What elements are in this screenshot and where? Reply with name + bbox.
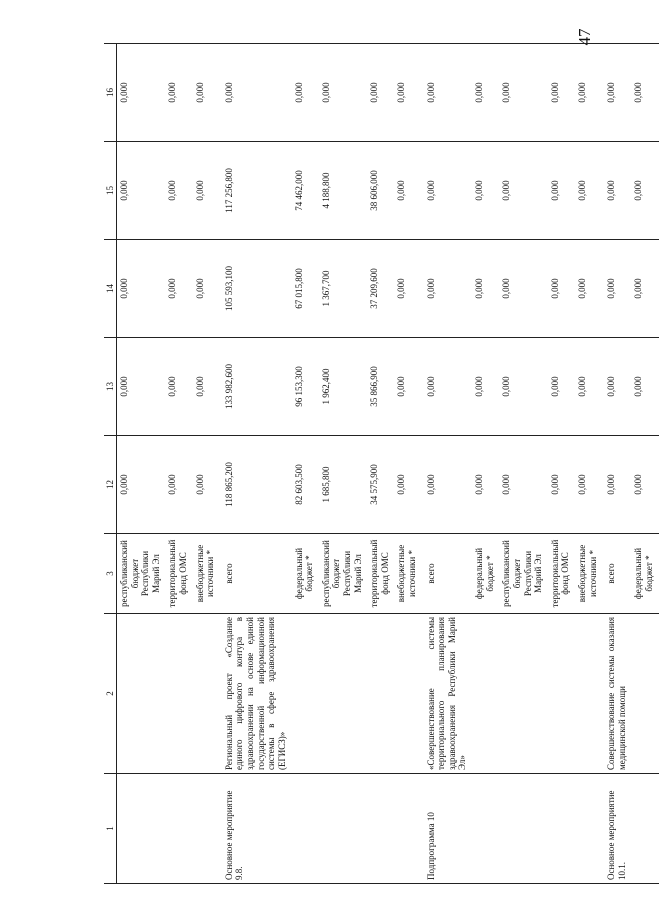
item-name-cell: Совершенствование системы оказания медицинской помощи bbox=[602, 614, 631, 774]
amount-cell: 1 367,700 bbox=[319, 240, 367, 338]
amount-cell: 0,000 bbox=[165, 436, 192, 534]
item-code-cell bbox=[548, 774, 575, 884]
amount-cell: 37 209,600 bbox=[367, 240, 394, 338]
amount-cell: 0,000 bbox=[575, 338, 602, 436]
item-code-cell bbox=[319, 774, 367, 884]
item-code-cell bbox=[472, 774, 499, 884]
table-row bbox=[394, 44, 421, 884]
item-code-cell bbox=[117, 774, 166, 884]
item-code-cell bbox=[292, 774, 319, 884]
item-code-cell bbox=[367, 774, 394, 884]
item-name-cell bbox=[472, 614, 499, 774]
amount-cell: 0,000 bbox=[499, 338, 547, 436]
amount-cell: 0,000 bbox=[472, 44, 499, 142]
table-row bbox=[548, 44, 575, 884]
item-name-cell bbox=[548, 614, 575, 774]
amount-cell: 118 865,200 bbox=[220, 436, 292, 534]
amount-cell: 0,000 bbox=[602, 436, 631, 534]
amount-cell: 1 962,400 bbox=[319, 338, 367, 436]
amount-cell: 0,000 bbox=[193, 240, 220, 338]
amount-cell: 0,000 bbox=[193, 338, 220, 436]
amount-cell: 105 593,100 bbox=[220, 240, 292, 338]
amount-cell: 0,000 bbox=[165, 142, 192, 240]
amount-cell: 0,000 bbox=[631, 338, 658, 436]
amount-cell: 0,000 bbox=[394, 240, 421, 338]
funding-source-cell: республиканский бюджет Республики Марий Эл bbox=[319, 534, 367, 614]
column-header: 12 bbox=[104, 436, 117, 534]
column-header: 13 bbox=[104, 338, 117, 436]
amount-cell: 0,000 bbox=[575, 240, 602, 338]
funding-source-cell: всего bbox=[220, 534, 292, 614]
column-header: 14 bbox=[104, 240, 117, 338]
item-name-cell: «Совершенствование системы территориального планирования здравоохранения Республики Марий Эл» bbox=[422, 614, 472, 774]
amount-cell: 0,000 bbox=[548, 142, 575, 240]
amount-cell: 0,000 bbox=[319, 44, 367, 142]
amount-cell: 0,000 bbox=[165, 240, 192, 338]
table-row bbox=[499, 44, 547, 884]
item-code-cell bbox=[499, 774, 547, 884]
amount-cell: 0,000 bbox=[499, 436, 547, 534]
table-row bbox=[602, 44, 631, 884]
column-header: 1 bbox=[104, 774, 117, 884]
table-row bbox=[292, 44, 319, 884]
amount-cell: 0,000 bbox=[499, 240, 547, 338]
amount-cell: 0,000 bbox=[422, 142, 472, 240]
amount-cell: 0,000 bbox=[631, 436, 658, 534]
funding-source-cell: республиканский бюджет Республики Марий Эл bbox=[117, 534, 166, 614]
funding-source-cell: всего bbox=[602, 534, 631, 614]
amount-cell: 34 575,900 bbox=[367, 436, 394, 534]
amount-cell: 0,000 bbox=[292, 44, 319, 142]
amount-cell: 0,000 bbox=[394, 338, 421, 436]
item-name-cell: Региональный проект «Создание единого цифрового контура в здравоохранении на основе единой государственной информационной системы в сфере здравоохранения (ЕГИСЗ)» bbox=[220, 614, 292, 774]
amount-cell: 74 462,000 bbox=[292, 142, 319, 240]
table-body bbox=[117, 44, 659, 884]
amount-cell: 0,000 bbox=[117, 338, 166, 436]
column-header: 2 bbox=[104, 614, 117, 774]
amount-cell: 35 866,900 bbox=[367, 338, 394, 436]
page-number: 47 bbox=[575, 28, 594, 46]
amount-cell: 117 256,800 bbox=[220, 142, 292, 240]
column-header: 15 bbox=[104, 142, 117, 240]
amount-cell: 0,000 bbox=[117, 142, 166, 240]
item-name-cell bbox=[193, 614, 220, 774]
amount-cell: 0,000 bbox=[602, 142, 631, 240]
funding-source-cell: внебюджетные источники * bbox=[394, 534, 421, 614]
amount-cell: 0,000 bbox=[472, 142, 499, 240]
amount-cell: 0,000 bbox=[367, 44, 394, 142]
amount-cell: 0,000 bbox=[602, 338, 631, 436]
amount-cell: 0,000 bbox=[499, 44, 547, 142]
item-name-cell bbox=[631, 614, 658, 774]
funding-source-cell: внебюджетные источники * bbox=[193, 534, 220, 614]
table-row bbox=[631, 44, 658, 884]
amount-cell: 82 603,500 bbox=[292, 436, 319, 534]
amount-cell: 0,000 bbox=[394, 142, 421, 240]
amount-cell: 0,000 bbox=[422, 240, 472, 338]
funding-source-cell: территориальный фонд ОМС bbox=[367, 534, 394, 614]
amount-cell: 0,000 bbox=[220, 44, 292, 142]
item-code-cell bbox=[193, 774, 220, 884]
amount-cell: 0,000 bbox=[499, 142, 547, 240]
amount-cell: 0,000 bbox=[548, 44, 575, 142]
amount-cell: 0,000 bbox=[472, 338, 499, 436]
rotated-table-container bbox=[104, 44, 654, 884]
item-name-cell bbox=[499, 614, 547, 774]
amount-cell: 0,000 bbox=[117, 44, 166, 142]
item-name-cell bbox=[165, 614, 192, 774]
item-name-cell bbox=[319, 614, 367, 774]
funding-source-cell: республиканский бюджет Республики Марий Эл bbox=[499, 534, 547, 614]
amount-cell: 0,000 bbox=[472, 240, 499, 338]
amount-cell: 0,000 bbox=[472, 436, 499, 534]
amount-cell: 38 606,000 bbox=[367, 142, 394, 240]
amount-cell: 96 153,300 bbox=[292, 338, 319, 436]
table-row bbox=[165, 44, 192, 884]
table-row bbox=[367, 44, 394, 884]
amount-cell: 4 188,800 bbox=[319, 142, 367, 240]
funding-source-cell: федеральный бюджет * bbox=[292, 534, 319, 614]
amount-cell: 0,000 bbox=[631, 240, 658, 338]
item-name-cell bbox=[394, 614, 421, 774]
amount-cell: 0,000 bbox=[117, 240, 166, 338]
amount-cell: 133 982,600 bbox=[220, 338, 292, 436]
funding-source-cell: федеральный бюджет * bbox=[472, 534, 499, 614]
amount-cell: 0,000 bbox=[575, 142, 602, 240]
amount-cell: 0,000 bbox=[631, 142, 658, 240]
amount-cell: 0,000 bbox=[575, 44, 602, 142]
item-name-cell bbox=[117, 614, 166, 774]
funding-table bbox=[104, 43, 659, 884]
amount-cell: 0,000 bbox=[631, 44, 658, 142]
amount-cell: 0,000 bbox=[394, 436, 421, 534]
column-header: 3 bbox=[104, 534, 117, 614]
amount-cell: 0,000 bbox=[548, 436, 575, 534]
item-code-cell bbox=[575, 774, 602, 884]
table-row bbox=[193, 44, 220, 884]
item-name-cell bbox=[367, 614, 394, 774]
item-code-cell: Основное мероприятие 9.8. bbox=[220, 774, 292, 884]
item-code-cell bbox=[165, 774, 192, 884]
amount-cell: 0,000 bbox=[394, 44, 421, 142]
amount-cell: 0,000 bbox=[548, 240, 575, 338]
table-row bbox=[422, 44, 472, 884]
funding-source-cell: всего bbox=[422, 534, 472, 614]
amount-cell: 0,000 bbox=[165, 338, 192, 436]
item-code-cell bbox=[631, 774, 658, 884]
amount-cell: 0,000 bbox=[193, 436, 220, 534]
amount-cell: 0,000 bbox=[165, 44, 192, 142]
funding-source-cell: территориальный фонд ОМС bbox=[165, 534, 192, 614]
amount-cell: 67 015,800 bbox=[292, 240, 319, 338]
item-code-cell: Подпрограмма 10 bbox=[422, 774, 472, 884]
amount-cell: 0,000 bbox=[422, 436, 472, 534]
table-row bbox=[319, 44, 367, 884]
amount-cell: 0,000 bbox=[193, 142, 220, 240]
amount-cell: 0,000 bbox=[117, 436, 166, 534]
funding-source-cell: федеральный бюджет * bbox=[631, 534, 658, 614]
header-row bbox=[104, 44, 117, 884]
amount-cell: 0,000 bbox=[602, 44, 631, 142]
item-code-cell bbox=[394, 774, 421, 884]
table-row bbox=[575, 44, 602, 884]
amount-cell: 0,000 bbox=[602, 240, 631, 338]
amount-cell: 0,000 bbox=[548, 338, 575, 436]
item-code-cell: Основное мероприятие 10.1. bbox=[602, 774, 631, 884]
amount-cell: 0,000 bbox=[422, 44, 472, 142]
funding-source-cell: внебюджетные источники * bbox=[575, 534, 602, 614]
amount-cell: 1 685,800 bbox=[319, 436, 367, 534]
amount-cell: 0,000 bbox=[422, 338, 472, 436]
item-name-cell bbox=[575, 614, 602, 774]
amount-cell: 0,000 bbox=[575, 436, 602, 534]
table-row bbox=[472, 44, 499, 884]
funding-source-cell: территориальный фонд ОМС bbox=[548, 534, 575, 614]
table-row bbox=[220, 44, 292, 884]
amount-cell: 0,000 bbox=[193, 44, 220, 142]
column-header: 16 bbox=[104, 44, 117, 142]
item-name-cell bbox=[292, 614, 319, 774]
table-row bbox=[117, 44, 166, 884]
